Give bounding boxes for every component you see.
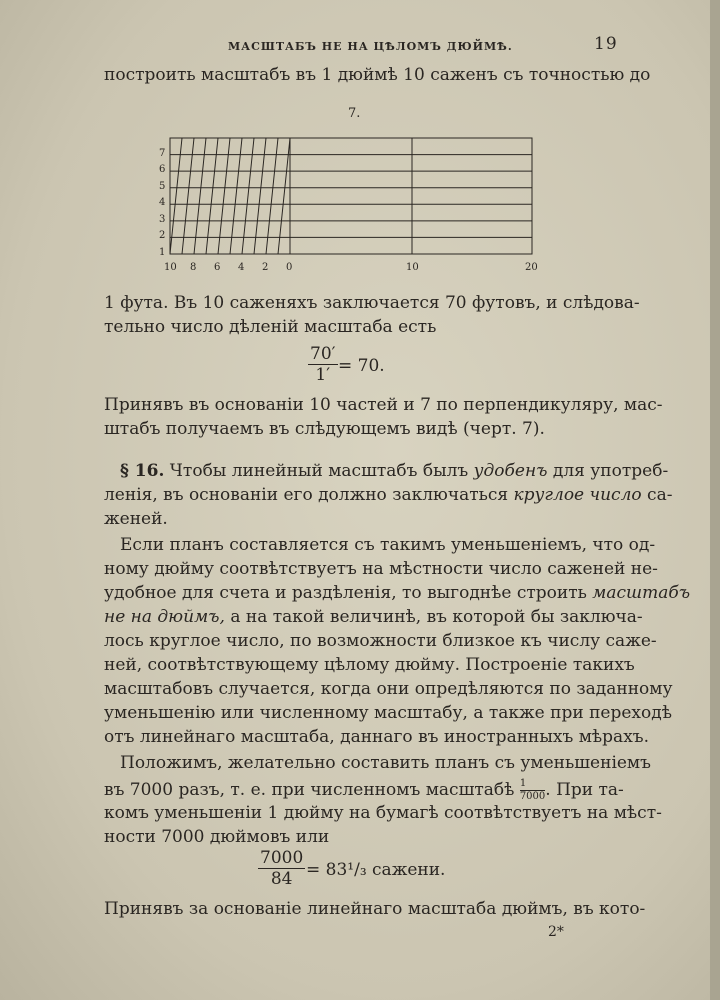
scale-grid: [170, 138, 532, 254]
text-line: Положимъ, желательно составить планъ съ уменьшеніемъ: [120, 753, 651, 773]
figure-label: 7.: [348, 106, 361, 121]
transversal: [182, 138, 194, 254]
fraction-denominator: 1′: [315, 365, 331, 385]
emphasis: не на дюймъ,: [104, 607, 225, 627]
text-line: построить масштабъ въ 1 дюймѣ 10 саженъ съ точностью до: [104, 65, 651, 85]
text-line: не на дюймъ, а на такой величинѣ, въ которой бы заключа-: [104, 607, 643, 627]
text-line: Принявъ за основаніе линейнаго масштаба дюймъ, въ кото-: [104, 899, 646, 919]
y-tick-label: 2: [159, 230, 166, 241]
transversal: [194, 138, 206, 254]
x-tick-label: 20: [525, 262, 538, 273]
text-line: комъ уменьшеніи 1 дюйму на бумагѣ соотвѣтствуетъ на мѣст-: [104, 803, 662, 823]
signature-mark: 2*: [548, 924, 564, 940]
text-line: ленія, въ основаніи его должно заключаться круглое число са-: [104, 485, 673, 505]
text-line: ней, соотвѣтствующему цѣлому дюйму. Построеніе такихъ: [104, 655, 635, 675]
transversal: [218, 138, 230, 254]
emphasis: масштабъ: [592, 583, 691, 603]
fraction-numerator: 70′: [310, 344, 336, 364]
text-line: ности 7000 дюймовъ или: [104, 827, 330, 847]
text-line: въ 7000 разъ, т. е. при численномъ масштабѣ $\frac{1}{7000}$. При та-: [104, 778, 624, 802]
page-number: 19: [594, 34, 618, 54]
emphasis: удобенъ: [473, 461, 548, 481]
transversal: [266, 138, 278, 254]
text-line: тельно число дѣленій масштаба есть: [104, 317, 437, 337]
text-line: лось круглое число, по возможности близкое къ числу саже-: [104, 631, 657, 651]
equation-result: = 83¹/₃ сажени.: [306, 860, 446, 880]
text-line: масштабовъ случается, когда они опредѣляются по заданному: [104, 679, 673, 699]
text-line: уменьшенію или численному масштабу, а также при переходѣ: [104, 703, 672, 723]
transversal: [170, 138, 182, 254]
text-line: ному дюйму соотвѣтствуетъ на мѣстности число саженей не-: [104, 559, 658, 579]
y-tick-label: 5: [159, 181, 166, 192]
section-16-heading-line: § 16. Чтобы линейный масштабъ былъ удобенъ для употреб-: [104, 460, 612, 482]
page-header: [0, 34, 720, 54]
fraction-70-over-1: [308, 344, 338, 385]
x-tick-label: 2: [262, 262, 269, 273]
x-tick-label: 6: [214, 262, 221, 273]
text-line: Если планъ составляется съ такимъ уменьшеніемъ, что од-: [120, 535, 656, 555]
text-line: отъ линейнаго масштаба, даннаго въ иностранныхъ мѣрахъ.: [104, 727, 649, 747]
text-line: 1 фута. Въ 10 саженяхъ заключается 70 футовъ, и слѣдова-: [104, 293, 640, 313]
section-number: § 16.: [120, 461, 165, 481]
text-line: удобное для счета и раздѣленія, то выгоднѣе строить масштабъ: [104, 583, 691, 603]
transversal: [206, 138, 218, 254]
fraction-denominator: 84: [270, 869, 293, 889]
x-tick-label: 10: [164, 262, 177, 273]
y-tick-label: 4: [159, 197, 166, 208]
transversal: [242, 138, 254, 254]
fraction-7000-over-84: [258, 848, 305, 889]
diagonal-scale-figure: [150, 130, 550, 276]
y-tick-label: 6: [159, 164, 166, 175]
running-title: МАСШТАБЪ НЕ НА ЦѢЛОМЪ ДЮЙМѢ.: [228, 40, 513, 53]
transversal: [278, 138, 290, 254]
emphasis: круглое число: [513, 485, 642, 505]
y-tick-label: 3: [159, 214, 166, 225]
x-tick-label: 8: [190, 262, 197, 273]
transversal: [230, 138, 242, 254]
y-tick-label: 1: [159, 247, 166, 258]
text-line: Принявъ въ основаніи 10 частей и 7 по перпендикуляру, мас-: [104, 395, 663, 415]
x-tick-label: 0: [286, 262, 293, 273]
x-tick-label: 10: [406, 262, 419, 273]
fraction-numerator: 7000: [260, 848, 304, 868]
equation-result: = 70.: [338, 356, 385, 376]
small-fraction: $\frac{1}{7000}$: [519, 778, 546, 802]
text-line: штабъ получаемъ въ слѣдующемъ видѣ (черт. 7).: [104, 419, 545, 439]
transversal: [254, 138, 266, 254]
y-tick-label: 7: [159, 148, 166, 159]
page-edge: [710, 0, 720, 1000]
text-line: женей.: [104, 509, 168, 529]
x-tick-label: 4: [238, 262, 245, 273]
